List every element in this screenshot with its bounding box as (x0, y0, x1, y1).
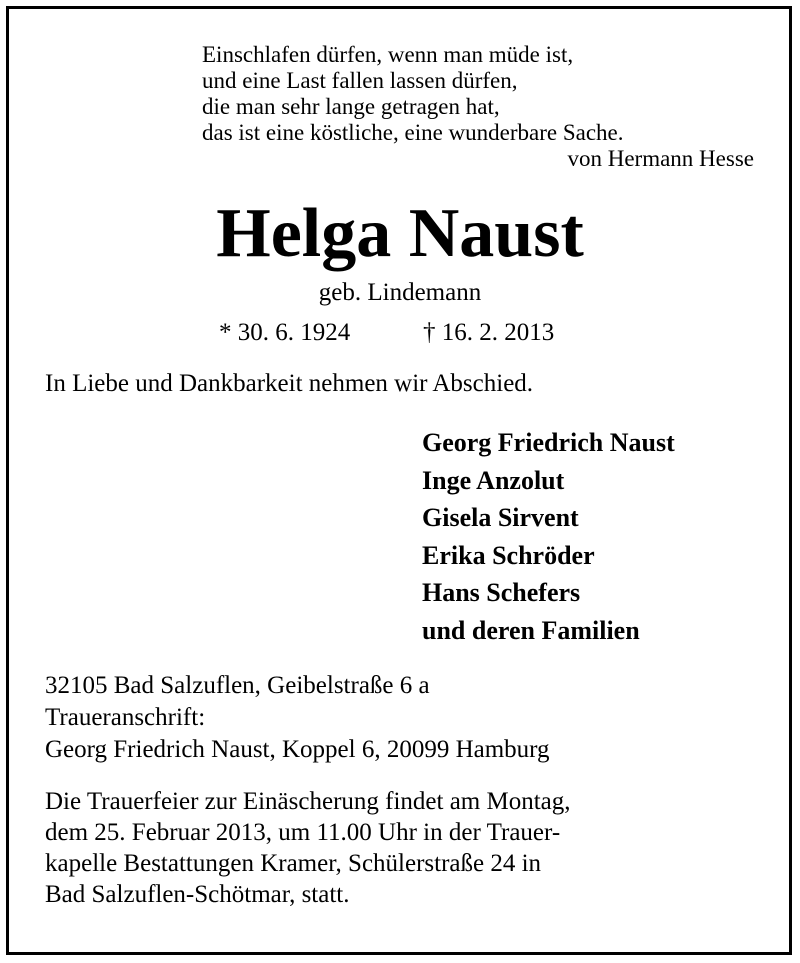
maiden-name: geb. Lindemann (318, 279, 482, 306)
ceremony-info (45, 786, 571, 910)
death-date: † 16. 2. 2013 (423, 319, 555, 346)
poem-line: das ist eine köstliche, eine wunderbare Sache. (202, 120, 624, 145)
farewell-text: In Liebe und Dankbarkeit nehmen wir Abschied. (45, 370, 534, 397)
poem-line: Einschlafen dürfen, wenn man müde ist, (202, 42, 574, 67)
family-member: Gisela Sirvent (422, 503, 579, 532)
family-list (422, 424, 675, 649)
deceased-name: Helga Naust (216, 195, 584, 272)
poem-line: die man sehr lange getragen hat, (202, 94, 500, 119)
ceremony-line: dem 25. Februar 2013, um 11.00 Uhr in der Trauer- (45, 819, 561, 846)
home-address: 32105 Bad Salzuflen, Geibelstraße 6 a (45, 672, 430, 699)
ceremony-line: Die Trauerfeier zur Einäscherung findet am Montag, (45, 788, 571, 815)
ceremony-line: kapelle Bestattungen Kramer, Schülerstraße 24 in (45, 850, 542, 877)
family-member: Inge Anzolut (422, 465, 565, 495)
family-member: Hans Schefers (422, 578, 581, 607)
poem-quote (202, 42, 762, 172)
family-member: Erika Schröder (422, 540, 595, 570)
birth-date: * 30. 6. 1924 (219, 319, 351, 346)
mourning-address-label: Traueranschrift: (45, 704, 206, 731)
ceremony-line: Bad Salzuflen-Schötmar, statt. (45, 881, 350, 908)
family-member: und deren Familien (422, 615, 640, 645)
poem-line: und eine Last fallen lassen dürfen, (202, 68, 518, 93)
address-block (45, 670, 550, 766)
poem-author: von Hermann Hesse (567, 146, 754, 171)
mourning-address: Georg Friedrich Naust, Koppel 6, 20099 Hamburg (45, 736, 550, 763)
family-member: Georg Friedrich Naust (422, 428, 675, 457)
